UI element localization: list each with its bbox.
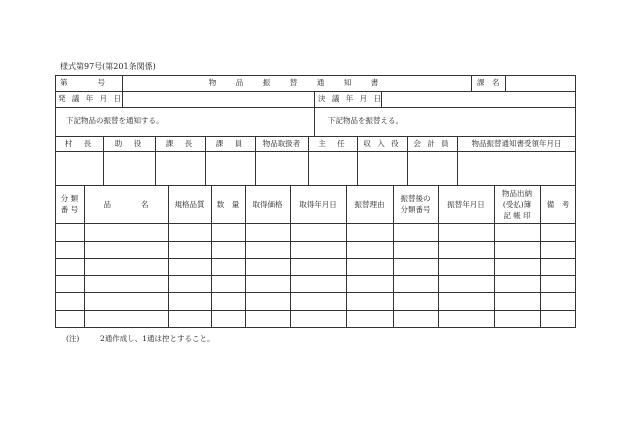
spec-header: 規格品質 — [174, 200, 205, 209]
new-class-header: 振替後の — [400, 194, 431, 203]
divider — [55, 275, 576, 276]
item-name-header: 品 名 — [103, 200, 149, 209]
approval-treasurer: 収 入 役 — [363, 139, 401, 148]
approval-section-staff: 課 員 — [215, 139, 245, 148]
reason-header: 振替理由 — [354, 200, 385, 209]
number-label: 第 号 — [60, 78, 105, 87]
divider — [55, 107, 576, 108]
approval-village-head: 村 長 — [64, 139, 94, 148]
ledger-header: 記 帳 印 — [503, 211, 531, 220]
divider — [55, 185, 576, 186]
acq-date-header: 取得年月日 — [299, 200, 337, 209]
ledger-header: 物品出納 — [502, 189, 532, 198]
divider — [55, 91, 576, 92]
approval-receipt-date: 物品振替通知書受領年月日 — [471, 139, 562, 148]
ledger-header: (受払)簿 — [502, 200, 532, 209]
approval-chief: 主 任 — [318, 139, 347, 148]
divider — [55, 241, 576, 242]
quantity-header: 数 量 — [216, 200, 240, 209]
acq-price-header: 取得価格 — [252, 200, 283, 209]
divider — [314, 107, 315, 136]
proposal-date-label: 発 議 年 月 日 — [58, 94, 124, 103]
divider — [55, 136, 576, 137]
divider — [505, 75, 506, 91]
decision-date-label: 決 議 年 月 日 — [318, 94, 384, 103]
transfer-date-header: 振替年月日 — [447, 200, 485, 209]
notice-left: 下記物品の振替を通知する。 — [66, 116, 164, 125]
divider — [314, 91, 315, 107]
remarks-header: 備 考 — [546, 200, 570, 209]
class-no-header: 番 号 — [60, 205, 79, 214]
approval-accountant: 会 計 員 — [413, 139, 451, 148]
approval-handler: 物品取扱者 — [262, 139, 301, 148]
footnote-label: (注) — [66, 334, 80, 343]
class-no-header: 分 類 — [60, 194, 79, 203]
divider — [55, 151, 576, 152]
form-title: 物 品 振 替 通 知 書 — [208, 78, 385, 87]
divider — [55, 310, 576, 311]
approval-deputy: 助 役 — [114, 139, 144, 148]
divider — [55, 292, 576, 293]
divider — [55, 223, 576, 224]
form-number: 様式第97号(第201条関係) — [60, 62, 156, 71]
divider — [471, 75, 472, 91]
footnote-text: 2通作成し、1通は控とすること。 — [100, 334, 215, 343]
approval-section-chief: 課 長 — [165, 139, 195, 148]
divider — [55, 258, 576, 259]
notice-right: 下記物品を振替える。 — [328, 116, 403, 125]
new-class-header: 分類番号 — [400, 205, 431, 214]
section-label: 課 名 — [477, 78, 500, 87]
